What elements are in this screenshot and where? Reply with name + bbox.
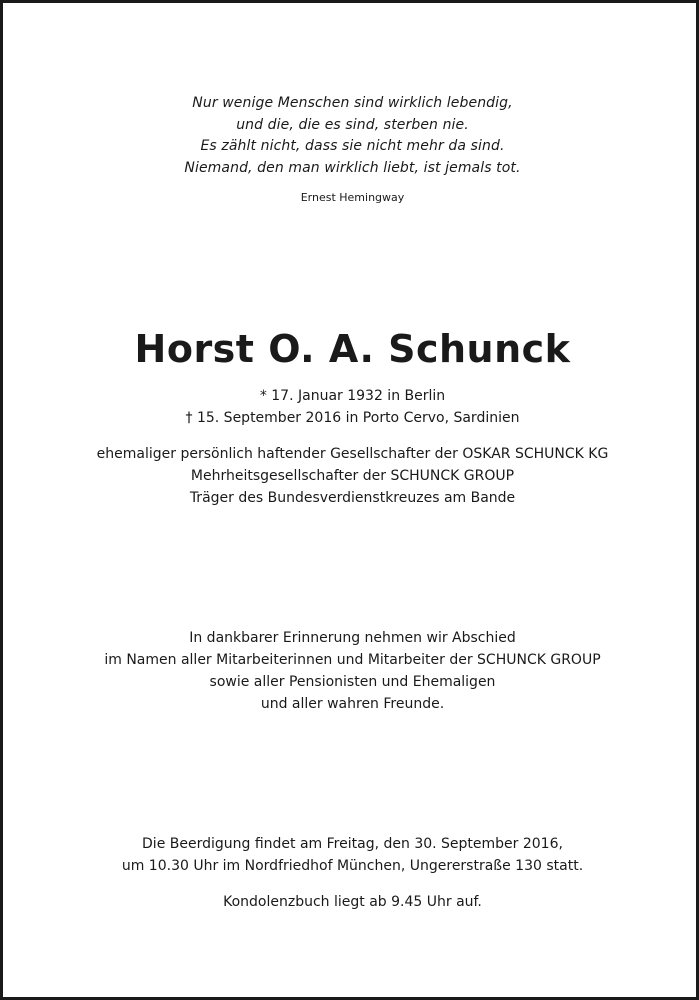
quote-line: Nur wenige Menschen sind wirklich lebendig, bbox=[192, 95, 513, 111]
death-date: † 15. September 2016 in Porto Cervo, Sardinien bbox=[185, 410, 520, 426]
farewell-text bbox=[3, 627, 699, 715]
funeral-line: um 10.30 Uhr im Nordfriedhof München, Ungererstraße 130 statt. bbox=[121, 858, 584, 874]
quote-line: und die, die es sind, sterben nie. bbox=[236, 116, 469, 133]
farewell-line: im Namen aller Mitarbeiterinnen und Mitarbeiter der SCHUNCK GROUP bbox=[104, 652, 601, 668]
condolence-note: Kondolenzbuch liegt ab 9.45 Uhr auf. bbox=[223, 894, 482, 910]
quote-line: Es zählt nicht, dass sie nicht mehr da sind. bbox=[200, 138, 505, 154]
role-line: ehemaliger persönlich haftender Gesellschafter der OSKAR SCHUNCK KG bbox=[96, 446, 609, 462]
funeral-line: Die Beerdigung findet am Freitag, den 30. September 2016, bbox=[142, 836, 563, 852]
farewell-line: und aller wahren Freunde. bbox=[260, 696, 445, 712]
funeral-info bbox=[3, 833, 699, 877]
farewell-line: sowie aller Pensionisten und Ehemaligen bbox=[209, 674, 496, 690]
hemingway-quote bbox=[3, 93, 699, 179]
deceased-name: Horst O. A. Schunck bbox=[134, 327, 571, 371]
farewell-line: In dankbarer Erinnerung nehmen wir Abschied bbox=[189, 630, 516, 646]
life-dates bbox=[3, 385, 699, 429]
role-line: Träger des Bundesverdienstkreuzes am Bande bbox=[189, 490, 516, 506]
role-line: Mehrheitsgesellschafter der SCHUNCK GROUP bbox=[190, 468, 515, 484]
birth-date: * 17. Januar 1932 in Berlin bbox=[259, 388, 446, 404]
roles-list bbox=[3, 443, 699, 509]
quote-author: Ernest Hemingway bbox=[300, 191, 405, 204]
quote-line: Niemand, den man wirklich liebt, ist jemals tot. bbox=[184, 159, 521, 176]
